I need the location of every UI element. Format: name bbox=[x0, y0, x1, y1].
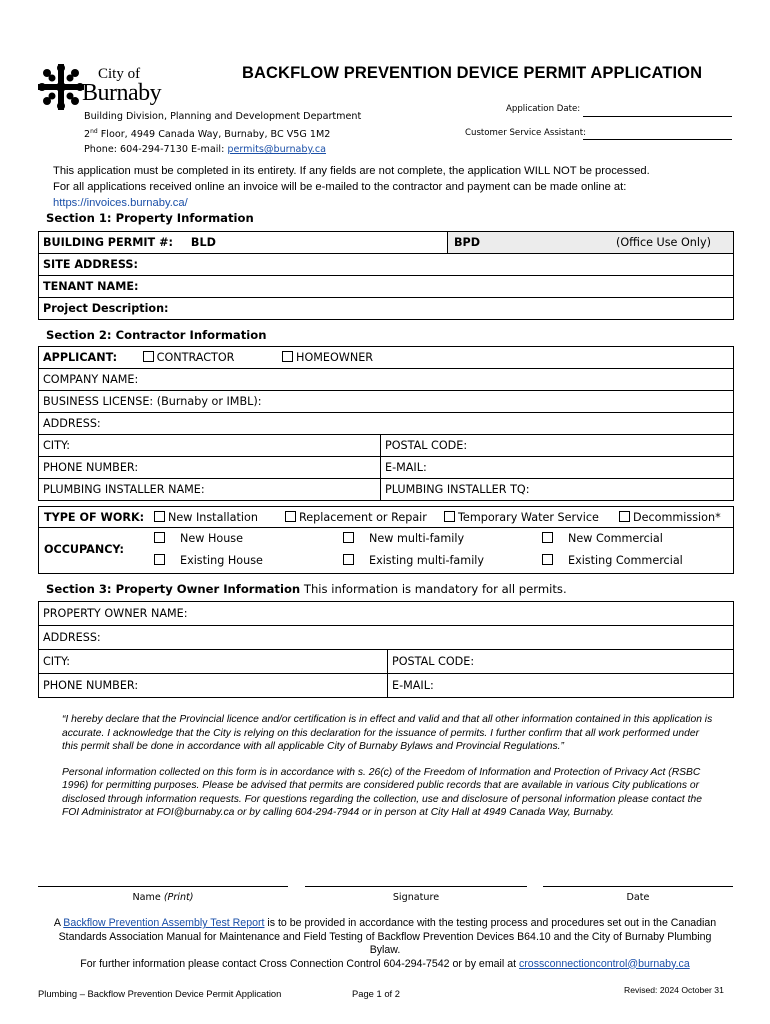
signature-line[interactable] bbox=[305, 886, 527, 887]
cross-connection-email-link[interactable]: crossconnectioncontrol@burnaby.ca bbox=[518, 957, 690, 970]
type-of-work-label: TYPE OF WORK: bbox=[44, 511, 145, 524]
privacy-text: Personal information collected on this form is in accordance with s. 26(c) of the Freedom of Information and Protection of Privacy Act (RSBC 1996) for permitting purposes. Please be advised that permits are considered public records that are available in various City publications or disclosed through information requests. For questions regarding the collection, use and disclosure of personal information please contact the FOI Administrator at FOI@burnaby.ca or by calling 604-294-7944 or in person at City Hall at 4949 Canada Way, Burnaby. bbox=[62, 766, 702, 818]
section3-heading: Section 3: Property Owner Information This information is mandatory for all permits. bbox=[46, 582, 567, 596]
snowflake-logo-icon bbox=[36, 62, 86, 112]
section1-heading: Section 1: Property Information bbox=[46, 211, 254, 225]
logo-burnaby: Burnaby bbox=[82, 80, 162, 106]
invoices-link[interactable]: https://invoices.burnaby.ca/ bbox=[53, 197, 188, 209]
site-address-field[interactable]: SITE ADDRESS: bbox=[39, 254, 734, 276]
tenant-name-field[interactable]: TENANT NAME: bbox=[39, 276, 734, 298]
occupancy-row bbox=[38, 528, 734, 574]
owner-email-field[interactable]: E-MAIL: bbox=[388, 674, 734, 698]
application-date-label: Application Date: bbox=[506, 104, 581, 114]
page-title: BACKFLOW PREVENTION DEVICE PERMIT APPLICATION bbox=[242, 64, 703, 82]
owner-address-field[interactable]: ADDRESS: bbox=[39, 626, 734, 650]
new-commercial-checkbox[interactable]: New Commercial bbox=[542, 532, 663, 545]
contractor-address-field[interactable]: ADDRESS: bbox=[39, 413, 734, 435]
contractor-city-field[interactable]: CITY: bbox=[39, 435, 381, 457]
declaration-text: “I hereby declare that the Provincial licence and/or certification is in effect and valid and that all other information contained in this application is accurate. I acknowledge that the City is relying on this declaration for the issuance of permits. I further confirm that all work performed under this permit shall be done in accordance with all applicable City of Burnaby Bylaws and Provincial Regulations.” Personal information collected on this form is in accordance with s. 26(c) of the Freedom of Information and Protection of Privacy Act (RSBC 1996) for permitting purposes. Please be advised that permits are considered public records that are available in various City publications or disclosed through information requests. For questions regarding the collection, use and disclosure of personal information please contact the FOI Administrator at FOI@burnaby.ca or by calling 604-294-7944 or in person at City Hall at 4949 Canada Way, Burnaby. bbox=[62, 714, 713, 818]
name-line[interactable] bbox=[38, 886, 288, 887]
contractor-postal-code-field[interactable]: POSTAL CODE: bbox=[381, 435, 734, 457]
existing-multifamily-checkbox[interactable]: Existing multi-family bbox=[343, 554, 484, 567]
name-label: Name (Print) bbox=[132, 892, 194, 903]
new-multifamily-checkbox[interactable]: New multi-family bbox=[343, 532, 464, 545]
contractor-phone-field[interactable]: PHONE NUMBER: bbox=[39, 457, 381, 479]
existing-commercial-checkbox[interactable]: Existing Commercial bbox=[542, 554, 683, 567]
csa-field[interactable] bbox=[583, 139, 732, 140]
existing-house-checkbox[interactable]: Existing House bbox=[154, 554, 263, 567]
application-date-field[interactable] bbox=[583, 116, 732, 117]
contractor-email-field[interactable]: E-MAIL: bbox=[381, 457, 734, 479]
owner-postal-code-field[interactable]: POSTAL CODE: bbox=[388, 650, 734, 674]
occupancy-label: OCCUPANCY: bbox=[44, 543, 125, 556]
bpd-field: BPD (Office Use Only) bbox=[448, 232, 734, 254]
date-line[interactable] bbox=[543, 886, 733, 887]
contractor-info-table bbox=[38, 346, 734, 501]
signature-label: Signature bbox=[392, 892, 440, 903]
revised-date: Revised: 2024 October 31 bbox=[624, 985, 724, 995]
intro-text: This application must be completed in its entirety. If any fields are not complete, the application WILL NOT be processed. For all applications received online an invoice will be e-mailed to the contractor and payment can be made online at: https://invoices.burnaby.ca/ bbox=[53, 163, 733, 211]
owner-phone-field[interactable]: PHONE NUMBER: bbox=[39, 674, 388, 698]
temporary-water-service-checkbox[interactable]: Temporary Water Service bbox=[444, 507, 599, 528]
page-number: Page 1 of 2 bbox=[352, 988, 400, 999]
decommission-checkbox[interactable]: Decommission* bbox=[619, 507, 721, 528]
applicant-row: APPLICANT: CONTRACTOR HOMEOWNER bbox=[39, 347, 734, 369]
contractor-checkbox[interactable]: CONTRACTOR bbox=[143, 351, 235, 364]
property-info-table bbox=[38, 231, 734, 320]
project-description-field[interactable]: Project Description: bbox=[39, 298, 734, 320]
department-line: Building Division, Planning and Development Department bbox=[84, 111, 362, 122]
test-report-link[interactable]: Backflow Prevention Assembly Test Report bbox=[63, 917, 265, 929]
date-label: Date bbox=[626, 892, 650, 903]
logo-city-of: City of bbox=[98, 66, 141, 82]
footer-title: Plumbing – Backflow Prevention Device Permit Application bbox=[38, 988, 282, 999]
permits-email-link[interactable]: permits@burnaby.ca bbox=[227, 144, 327, 156]
business-license-field[interactable]: BUSINESS LICENSE: (Burnaby or IMBL): bbox=[39, 391, 734, 413]
owner-city-field[interactable]: CITY: bbox=[39, 650, 388, 674]
footnote: A Backflow Prevention Assembly Test Report is to be provided in accordance with the testing process and procedures set out in the Canadian Standards Association Manual for Maintenance and Field Testing of Backflow Prevention Devices B64.10 and the City of Burnaby Plumbing Bylaw. For further information please contact Cross Connection Control 604-294-7542 or by email at crossconnectioncontrol@burnaby.ca bbox=[53, 917, 717, 970]
company-name-field[interactable]: COMPANY NAME: bbox=[39, 369, 734, 391]
type-of-work-row bbox=[38, 506, 734, 528]
owner-info-table bbox=[38, 601, 734, 698]
installer-tq-field[interactable]: PLUMBING INSTALLER TQ: bbox=[381, 479, 734, 501]
new-installation-checkbox[interactable]: New Installation bbox=[154, 507, 258, 528]
contact-line: Phone: 604-294-7130 E-mail: permits@burnaby.ca bbox=[84, 144, 327, 156]
section2-heading: Section 2: Contractor Information bbox=[46, 328, 267, 342]
installer-name-field[interactable]: PLUMBING INSTALLER NAME: bbox=[39, 479, 381, 501]
owner-name-field[interactable]: PROPERTY OWNER NAME: bbox=[39, 602, 734, 626]
replacement-repair-checkbox[interactable]: Replacement or Repair bbox=[285, 507, 427, 528]
new-house-checkbox[interactable]: New House bbox=[154, 532, 243, 545]
address-line: 2nd Floor, 4949 Canada Way, Burnaby, BC V5G 1M2 bbox=[84, 128, 331, 141]
csa-label: Customer Service Assistant: bbox=[465, 128, 587, 138]
department-info bbox=[84, 109, 361, 157]
building-permit-field[interactable]: BUILDING PERMIT #: BLD bbox=[39, 232, 448, 254]
homeowner-checkbox[interactable]: HOMEOWNER bbox=[282, 351, 373, 364]
